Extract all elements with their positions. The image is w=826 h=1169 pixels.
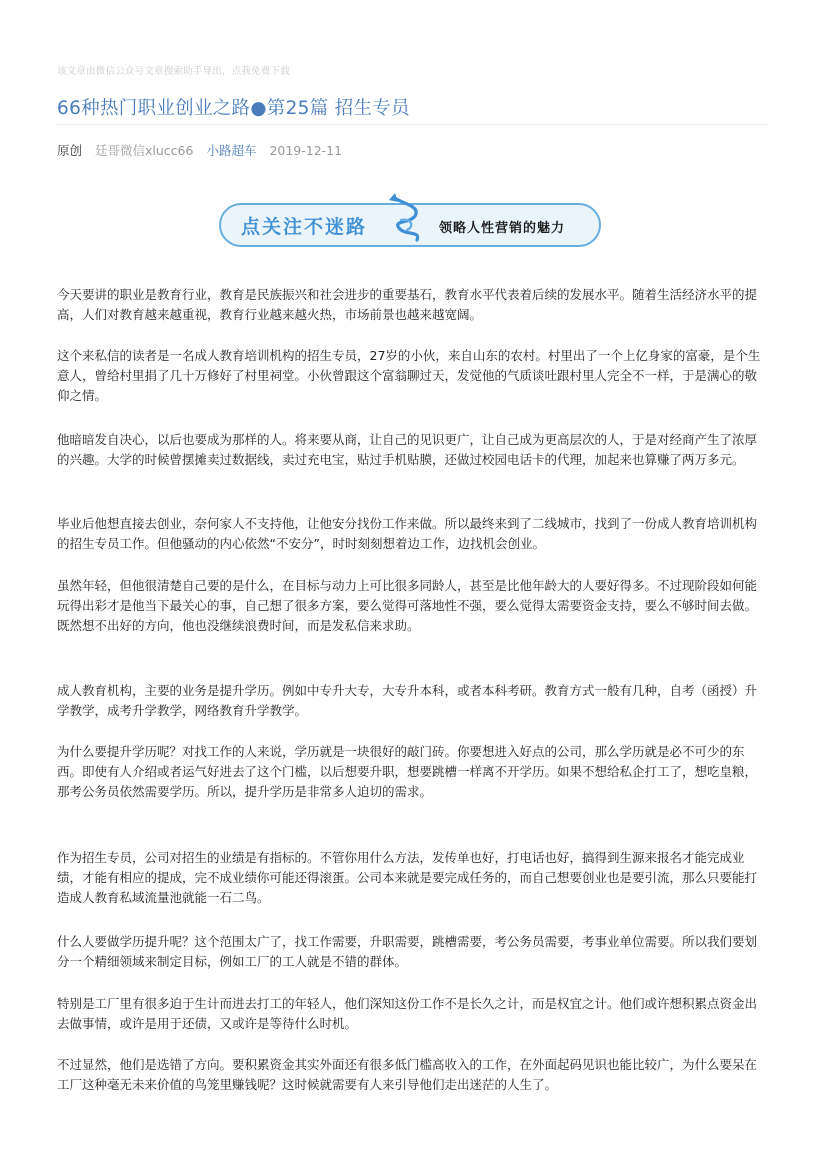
paragraph: 为什么要提升学历呢？对找工作的人来说，学历就是一块很好的敲门砖。你要想进入好点的公司，那么学历就是必不可少的东西。即使有人介绍或者运气好进去了这个门槛，以后想要升职，想要跳槽一样离不开学历。如果不想给私企打工了，想吃皇粮，那考公务员依然需要学历。所以，提升学历是非常多人迫切的需求。	[57, 744, 758, 799]
swirl-arrow-icon	[381, 190, 441, 250]
banner-right-text: 领略人性营销的魅力	[439, 221, 566, 236]
paragraph: 这个来私信的读者是一名成人教育培训机构的招生专员，27岁的小伙，来自山东的农村。村里出了一个上亿身家的富豪，是个生意人，曾给村里捐了几十万修好了村里祠堂。小伙曾跟这个富翁聊过天，发觉他的气质谈吐跟村里人完全不一样，于是满心的敬仰之情。	[57, 348, 761, 403]
article-meta	[57, 141, 351, 159]
paragraph: 特别是工厂里有很多迫于生计而进去打工的年轻人，他们深知这份工作不是长久之计，而是权宜之计。他们或许想积累点资金出去做事情，或许是用于还债，又或许是等待什么时机。	[57, 996, 758, 1031]
export-note-link[interactable]: 该文章由微信公众号文章搜索助手导出，点我免费下载	[57, 66, 290, 77]
paragraph: 他暗暗发自决心，以后也要成为那样的人。将来要从商，让自己的见识更广，让自己成为更高层次的人，于是对经商产生了浓厚的兴趣。大学的时候曾摆摊卖过数据线，卖过充电宝，贴过手机贴膜，还做过校园电话卡的代理，加起来也算赚了两万多元。	[57, 432, 758, 467]
paragraph: 作为招生专员，公司对招生的业绩是有指标的。不管你用什么方法，发传单也好，打电话也好，搞得到生源来报名才能完成业绩，才能有相应的提成，完不成业绩你可能还得滚蛋。公司本来就是要完成任务的，而自己想要创业也是要引流，那么只要能打造成人教育私域流量池就能一石二鸟。	[57, 850, 758, 905]
title-divider	[57, 124, 769, 125]
banner-left-text: 点关注不迷路	[241, 216, 368, 238]
paragraph: 什么人要做学历提升呢？这个范围太广了，找工作需要，升职需要，跳槽需要，考公务员需要，考事业单位需要。所以我们要划分一个精细领域来制定目标，例如工厂的工人就是不错的群体。	[57, 934, 758, 969]
article-title: 66种热门职业创业之路●第25篇 招生专员	[57, 98, 410, 119]
follow-banner[interactable]	[219, 190, 603, 250]
paragraph: 今天要讲的职业是教育行业，教育是民族振兴和社会进步的重要基石，教育水平代表着后续的发展水平。随着生活经济水平的提高，人们对教育越来越重视，教育行业越来越火热，市场前景也越来越宽阔。	[57, 287, 758, 322]
author-name: 廷哥微信xlucc66	[95, 143, 194, 158]
paragraph: 虽然年轻，但他很清楚自己要的是什么，在目标与动力上可比很多同龄人，甚至是比他年龄大的人要好得多。不过现阶段如何能玩得出彩才是他当下最关心的事，自己想了很多方案，要么觉得可落地性不强，要么觉得太需要资金支持，要么不够时间去做。既然想不出好的方向，他也没继续浪费时间，而是发私信来求助。	[57, 578, 758, 633]
original-tag: 原创	[57, 143, 83, 158]
account-name-link[interactable]: 小路超车	[206, 143, 257, 158]
paragraph: 成人教育机构，主要的业务是提升学历。例如中专升大专，大专升本科，或者本科考研。教育方式一般有几种，自考（函授）升学教学，成考升学教学，网络教育升学教学。	[57, 683, 758, 718]
paragraph: 毕业后他想直接去创业，奈何家人不支持他，让他安分找份工作来做。所以最终来到了二线城市，找到了一份成人教育培训机构的招生专员工作。但他骚动的内心依然“不安分”，时时刻刻想着边工作，边找机会创业。	[57, 516, 758, 551]
paragraph: 不过显然，他们是选错了方向。要积累资金其实外面还有很多低门槛高收入的工作，在外面起码见识也能比较广，为什么要呆在工厂这种毫无未来价值的鸟笼里赚钱呢？这时候就需要有人来引导他们走出迷茫的人生了。	[57, 1057, 758, 1092]
publish-date: 2019-12-11	[269, 143, 343, 158]
